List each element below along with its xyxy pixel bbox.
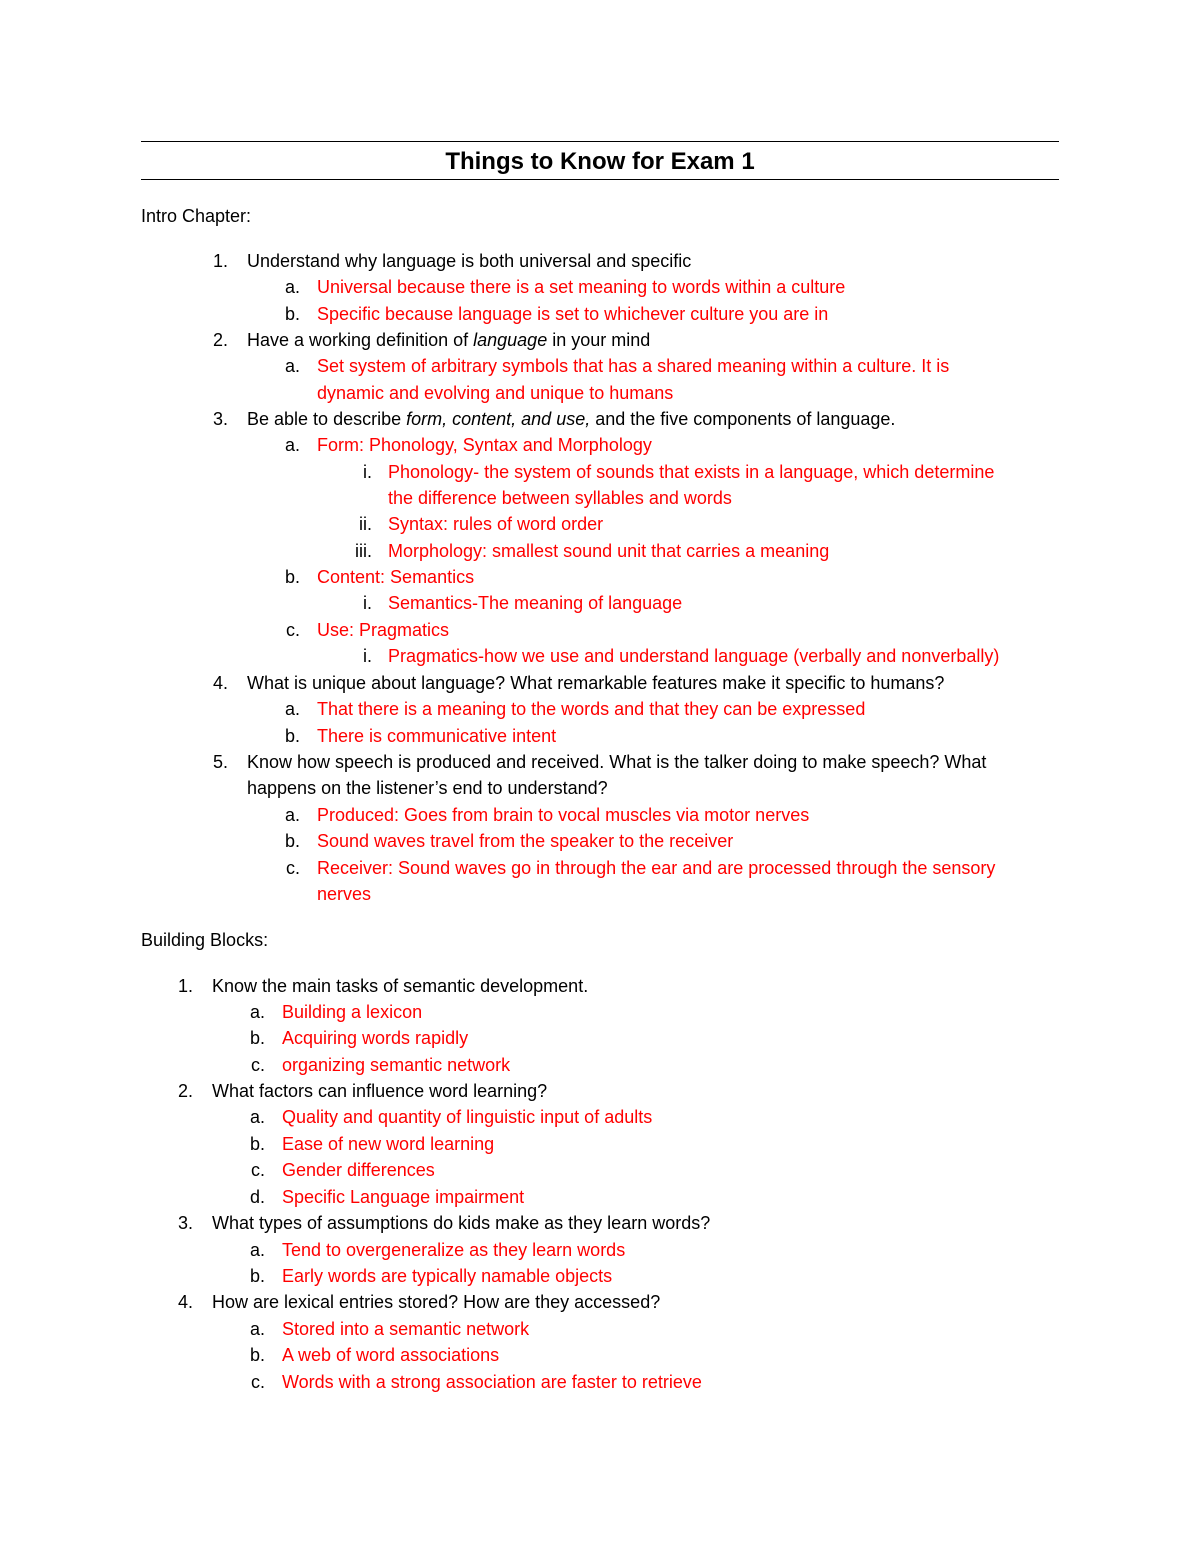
answer-text: Phonology- the system of sounds that exists in a language, which determine [388, 462, 995, 482]
answer-text: Tend to overgeneralize as they learn words [282, 1240, 626, 1260]
list-marker: 2. [212, 330, 228, 350]
list-marker: a. [249, 1240, 265, 1260]
answer-text: Form: Phonology, Syntax and Morphology [317, 435, 652, 455]
question-text: What factors can influence word learning? [212, 1081, 548, 1101]
answer-text: There is communicative intent [317, 726, 557, 746]
list-marker: 3. [212, 409, 228, 429]
answer-text: Universal because there is a set meaning to words within a culture [317, 277, 846, 297]
answer-text-continued: the difference between syllables and words [388, 488, 732, 508]
list-marker: b. [249, 1266, 265, 1286]
list-marker: 5. [212, 752, 228, 772]
list-marker: c. [285, 620, 300, 640]
answer-text: Syntax: rules of word order [388, 514, 604, 534]
answer-text: Early words are typically namable objects [282, 1266, 613, 1286]
question-text: Know the main tasks of semantic development. [212, 976, 589, 996]
list-marker: a. [284, 805, 300, 825]
list-marker: a. [284, 356, 300, 376]
list-marker: 1. [212, 251, 228, 271]
answer-text: Sound waves travel from the speaker to the receiver [317, 831, 734, 851]
answer-text: Quality and quantity of linguistic input of adults [282, 1107, 653, 1127]
section-heading-building-blocks: Building Blocks: [141, 930, 269, 950]
answer-text: Stored into a semantic network [282, 1319, 530, 1339]
list-marker: iii. [355, 541, 372, 561]
list-marker: c. [250, 1372, 265, 1392]
answer-text: Gender differences [282, 1160, 435, 1180]
question-text: What types of assumptions do kids make as they learn words? [212, 1213, 711, 1233]
list-marker: b. [284, 831, 300, 851]
list-marker: 4. [177, 1292, 193, 1312]
list-marker: b. [284, 726, 300, 746]
answer-text: Receiver: Sound waves go in through the ear and are processed through the sensory [317, 858, 996, 878]
list-marker: b. [284, 567, 300, 587]
question-text: What is unique about language? What remarkable features make it specific to humans? [247, 673, 945, 693]
answer-text: That there is a meaning to the words and that they can be expressed [317, 699, 866, 719]
list-marker: i. [363, 593, 372, 613]
question-text: Be able to describe form, content, and use, and the five components of language. [247, 409, 896, 429]
answer-text: Semantics-The meaning of language [388, 593, 683, 613]
list-marker: b. [249, 1134, 265, 1154]
answer-text: Specific because language is set to whichever culture you are in [317, 304, 829, 324]
list-marker: c. [250, 1160, 265, 1180]
answer-text: Produced: Goes from brain to vocal muscles via motor nerves [317, 805, 810, 825]
question-text: Know how speech is produced and received. What is the talker doing to make speech? What [247, 752, 987, 772]
list-marker: i. [363, 646, 372, 666]
list-marker: b. [249, 1345, 265, 1365]
list-marker: ii. [359, 514, 372, 534]
answer-text: Building a lexicon [282, 1002, 423, 1022]
answer-text: organizing semantic network [282, 1055, 511, 1075]
title-top-rule [141, 141, 1059, 142]
list-marker: 4. [212, 673, 228, 693]
list-marker: a. [284, 699, 300, 719]
list-marker: 1. [177, 976, 193, 996]
answer-text: Set system of arbitrary symbols that has a shared meaning within a culture. It is [317, 356, 950, 376]
title-bottom-rule [141, 179, 1059, 180]
answer-text: Ease of new word learning [282, 1134, 495, 1154]
answer-text: Morphology: smallest sound unit that carries a meaning [388, 541, 830, 561]
answer-text: Words with a strong association are faster to retrieve [282, 1372, 702, 1392]
list-marker: i. [363, 462, 372, 482]
answer-text: Pragmatics-how we use and understand language (verbally and nonverbally) [388, 646, 1000, 666]
list-marker: a. [249, 1107, 265, 1127]
list-marker: a. [284, 277, 300, 297]
list-marker: b. [284, 304, 300, 324]
question-text: How are lexical entries stored? How are they accessed? [212, 1292, 661, 1312]
list-marker: c. [285, 858, 300, 878]
list-marker: 2. [177, 1081, 193, 1101]
answer-text: Acquiring words rapidly [282, 1028, 469, 1048]
list-marker: 3. [177, 1213, 193, 1233]
answer-text-continued: nerves [317, 884, 372, 904]
list-marker: a. [249, 1002, 265, 1022]
question-text-continued: happens on the listener’s end to understand? [247, 778, 608, 798]
answer-text: Use: Pragmatics [317, 620, 450, 640]
list-marker: a. [249, 1319, 265, 1339]
list-marker: c. [250, 1055, 265, 1075]
answer-text: Content: Semantics [317, 567, 475, 587]
answer-text: A web of word associations [282, 1345, 500, 1365]
list-marker: d. [249, 1187, 265, 1207]
answer-text: Specific Language impairment [282, 1187, 525, 1207]
question-text: Have a working definition of language in your mind [247, 330, 651, 350]
answer-text-continued: dynamic and evolving and unique to humans [317, 383, 674, 403]
list-marker: b. [249, 1028, 265, 1048]
page-title: Things to Know for Exam 1 [445, 148, 755, 175]
list-marker: a. [284, 435, 300, 455]
question-text: Understand why language is both universal and specific [247, 251, 692, 271]
section-heading-intro: Intro Chapter: [141, 206, 252, 226]
